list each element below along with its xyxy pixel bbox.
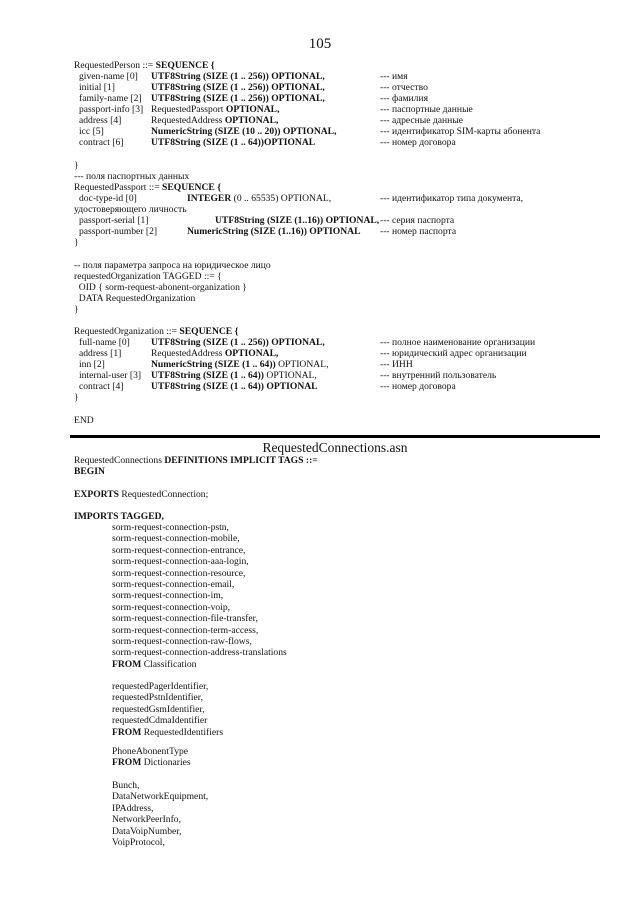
passport-close-brace: }	[74, 237, 79, 248]
person-type: UTF8String (SIZE (1 .. 64))OPTIONAL	[151, 137, 316, 148]
org-comment-line: -- поля параметра запроса на юридическое лицо	[74, 260, 271, 271]
organization-type	[151, 370, 317, 381]
org-tagged-line: DATA RequestedOrganization	[74, 293, 196, 304]
import-item: sorm-request-connection-entrance,	[112, 544, 246, 556]
exports-keyword: EXPORTS	[74, 489, 119, 500]
organization-header-name: RequestedOrganization ::=	[74, 326, 180, 337]
imports-header	[74, 511, 164, 522]
exports-block	[74, 489, 208, 500]
person-comment: --- номер договора	[380, 137, 456, 148]
import-item: sorm-request-connection-im,	[112, 590, 224, 602]
passport-header	[74, 182, 221, 193]
imports-group-classification	[112, 522, 287, 670]
person-field: contract [6]	[79, 137, 124, 148]
organization-type-keyword: OPTIONAL,	[224, 348, 279, 359]
import-item: Bunch,	[112, 780, 140, 791]
person-type: NumericString (SIZE (10 .. 20)) OPTIONAL,	[151, 126, 337, 137]
organization-comment: --- номер договора	[380, 381, 456, 392]
import-item: IPAddress,	[112, 802, 154, 814]
from-line	[112, 757, 191, 768]
person-type: UTF8String (SIZE (1 .. 256)) OPTIONAL,	[151, 82, 325, 93]
import-item: DataVoipNumber,	[112, 825, 182, 837]
organization-field: full-name [0]	[79, 337, 130, 348]
person-type-plain: RequestedPassport	[151, 104, 226, 115]
person-comment: --- имя	[380, 71, 408, 82]
passport-header-keyword: SEQUENCE {	[162, 182, 221, 193]
organization-type: UTF8String (SIZE (1 .. 256)) OPTIONAL,	[151, 337, 325, 348]
passport-type-keyword: INTEGER	[187, 193, 232, 204]
person-type-keyword: OPTIONAL,	[224, 115, 279, 126]
person-type: UTF8String (SIZE (1 .. 256)) OPTIONAL,	[151, 71, 325, 82]
person-type	[151, 115, 278, 126]
from-keyword: FROM	[112, 726, 142, 738]
person-comment: --- отчество	[380, 82, 428, 93]
passport-field: passport-serial [1]	[79, 215, 149, 226]
import-item: sorm-request-connection-file-transfer,	[112, 613, 258, 625]
definition-name: RequestedConnections	[74, 455, 165, 466]
organization-type-plain: OPTIONAL,	[266, 370, 317, 381]
import-item: requestedGsmIdentifier,	[112, 703, 205, 715]
import-item: NetworkPeerInfo,	[112, 814, 181, 826]
person-close-brace: }	[74, 160, 79, 171]
import-item: sorm-request-connection-mobile,	[112, 533, 240, 545]
organization-type-keyword: UTF8String (SIZE (1 .. 64))	[151, 370, 267, 381]
page-number: 105	[308, 36, 332, 52]
organization-type-keyword: NumericString (SIZE (1 .. 64))	[151, 359, 279, 370]
exports-line	[74, 489, 208, 500]
begin-keyword: BEGIN	[74, 466, 105, 478]
from-module: RequestedIdentifiers	[141, 726, 224, 738]
passport-comment: --- идентификатор типа документа,	[380, 193, 524, 204]
from-line	[112, 659, 287, 670]
imports-keyword: IMPORTS TAGGED,	[74, 511, 164, 522]
import-item: DataNetworkEquipment,	[112, 791, 209, 803]
person-header	[74, 60, 215, 71]
imports-group-dictionaries	[112, 746, 191, 769]
organization-type	[151, 359, 328, 370]
import-item: sorm-request-connection-aaa-login,	[112, 556, 249, 568]
exports-list: RequestedConnection;	[118, 489, 209, 500]
import-item: sorm-request-connection-resource,	[112, 567, 246, 579]
organization-type-plain: RequestedAddress	[151, 348, 225, 359]
person-field: address [4]	[79, 115, 122, 126]
person-comment: --- паспортные данные	[380, 104, 473, 115]
import-item: sorm-request-connection-voip,	[112, 601, 231, 613]
organization-field: internal-user [3]	[79, 370, 142, 381]
organization-type-plain: OPTIONAL,	[278, 359, 329, 370]
from-module: Dictionaries	[141, 757, 191, 769]
person-header-name: RequestedPerson ::=	[74, 60, 156, 71]
organization-header	[74, 326, 238, 337]
person-type	[151, 104, 279, 115]
imports-group-types	[112, 780, 208, 848]
organization-field: address [1]	[79, 348, 122, 359]
passport-type	[187, 193, 331, 204]
person-field: passport-info [3]	[79, 104, 144, 115]
person-comment: --- адресные данные	[380, 115, 464, 126]
from-module: Classification	[141, 658, 197, 670]
import-item: sorm-request-connection-raw-flows,	[112, 635, 252, 647]
definition-line	[74, 455, 318, 466]
person-field: given-name [0]	[79, 71, 138, 82]
passport-type: NumericString (SIZE (1..16)) OPTIONAL	[187, 226, 361, 237]
person-comment: --- фамилия	[380, 93, 428, 104]
person-field: initial [1]	[79, 82, 115, 93]
person-type-plain: RequestedAddress	[151, 115, 225, 126]
passport-header-name: RequestedPassport ::=	[74, 182, 163, 193]
organization-comment: --- юридический адрес организации	[380, 348, 527, 359]
passport-comment: --- серия паспорта	[380, 215, 455, 226]
person-type: UTF8String (SIZE (1 .. 256)) OPTIONAL,	[151, 93, 325, 104]
person-field: family-name [2]	[79, 93, 142, 104]
passport-type-rest: (0 .. 65535) OPTIONAL,	[231, 193, 332, 204]
definition-keyword: DEFINITIONS IMPLICIT TAGS ::=	[164, 455, 318, 466]
org-tagged-close-brace: }	[74, 304, 79, 315]
org-tagged-line: OID { sorm-request-abonent-organization }	[74, 282, 247, 293]
organization-field: inn [2]	[79, 359, 105, 370]
organization-close-brace: }	[74, 392, 79, 403]
import-item: sorm-request-connection-pstn,	[112, 522, 229, 533]
import-item: requestedCdmaIdentifier	[112, 715, 208, 727]
passport-comment: --- номер паспорта	[380, 226, 457, 237]
section-divider	[70, 435, 600, 438]
passport-type: UTF8String (SIZE (1..16)) OPTIONAL,	[215, 215, 380, 226]
from-line	[112, 727, 223, 738]
organization-comment: --- внутренний пользователь	[380, 370, 497, 381]
org-tagged-line: requestedOrganization TAGGED ::= {	[74, 271, 222, 282]
passport-field: doc-type-id [0]	[79, 193, 137, 204]
import-item: sorm-request-connection-email,	[112, 578, 235, 590]
connections-definition-block	[74, 455, 318, 477]
import-item: requestedPagerIdentifier,	[112, 681, 209, 692]
organization-type: UTF8String (SIZE (1 .. 64)) OPTIONAL	[151, 381, 318, 392]
person-type-keyword: OPTIONAL,	[225, 104, 280, 115]
import-item: VoipProtocol,	[112, 836, 165, 848]
passport-comment-continuation: удостоверяющего личность	[74, 204, 187, 215]
from-keyword: FROM	[112, 757, 142, 769]
organization-field: contract [4]	[79, 381, 124, 392]
person-header-keyword: SEQUENCE {	[155, 60, 215, 71]
organization-header-keyword: SEQUENCE {	[179, 326, 239, 337]
file-title: RequestedConnections.asn	[262, 440, 408, 455]
imports-group-identifiers	[112, 681, 223, 738]
import-item: requestedPstnIdentifier,	[112, 692, 203, 704]
from-keyword: FROM	[112, 658, 142, 670]
person-comment: --- идентификатор SIM-карты абонента	[380, 126, 541, 137]
passport-field: passport-number [2]	[79, 226, 158, 237]
organization-comment: --- ИНН	[380, 359, 413, 370]
import-item: PhoneAbonentType	[112, 746, 189, 757]
person-field: icc [5]	[79, 126, 104, 137]
import-item: sorm-request-connection-address-translations	[112, 647, 287, 659]
end-keyword: END	[74, 415, 94, 426]
passport-comment-line: --- поля паспортных данных	[74, 171, 190, 182]
organization-comment: --- полное наименование организации	[380, 337, 536, 348]
organization-type	[151, 348, 278, 359]
import-item: sorm-request-connection-term-access,	[112, 624, 259, 636]
